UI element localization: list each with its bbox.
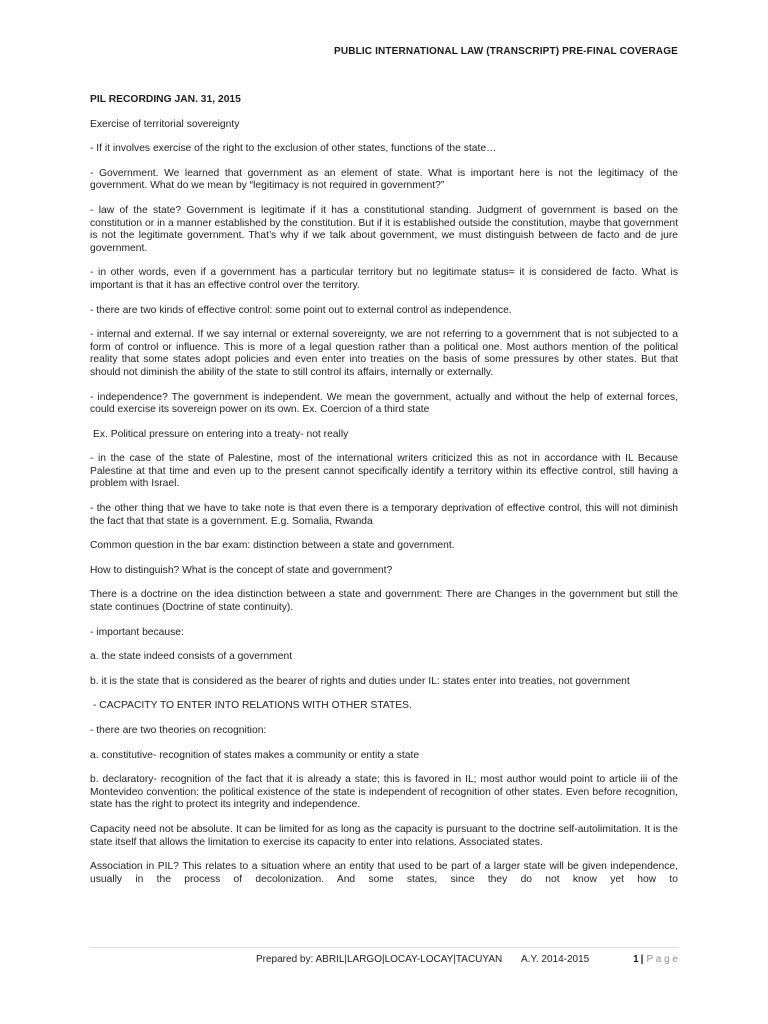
page-separator: | <box>640 954 644 965</box>
body-paragraph: - If it involves exercise of the right to the exclusion of other states, functions of the state… <box>90 143 497 155</box>
body-paragraph: - the other thing that we have to take note is that even there is a temporary deprivation of effective control, this will not diminish the fact that that state is a government. E.g. Somalia, Rwanda <box>90 503 678 527</box>
page-label: P a g e <box>646 954 678 965</box>
body-paragraph: - internal and external. If we say internal or external sovereignty, we are not referring to a government that is not subjected to a form of control or influence. This is more of a legal question rather than a political one. Most authors mention of the political reality that some states adopt policies and even enter into treaties on the basis of some pressures by other states. But that should not diminish the ability of the state to still control its affairs, internally or externally. <box>90 329 678 378</box>
body-paragraph: - Government. We learned that government as an element of state. What is important here is not the legitimacy of the government. What do we mean by “legitimacy is not required in government?” <box>90 167 678 192</box>
body-paragraph: There is a doctrine on the idea distinction between a state and government: There are Changes in the government but still the state continues (Doctrine of state continuity). <box>90 589 678 614</box>
page-footer <box>90 953 678 967</box>
body-paragraph: - CACPACITY TO ENTER INTO RELATIONS WITH OTHER STATES. <box>93 700 412 712</box>
body-paragraph: Exercise of territorial sovereignty <box>90 118 240 130</box>
body-paragraph: How to distinguish? What is the concept of state and government? <box>90 564 393 576</box>
footer-academic-year: A.Y. 2014-2015 <box>521 954 590 965</box>
running-header: PUBLIC INTERNATIONAL LAW (TRANSCRIPT) PRE-FINAL COVERAGE <box>334 46 678 57</box>
body-paragraph: - there are two kinds of effective control: some point out to external control as independence. <box>90 304 512 316</box>
body-paragraph: - important because: <box>90 626 184 638</box>
body-paragraph: - law of the state? Government is legitimate if it has a constitutional standing. Judgment of government is based on the constitution or in a manner established by the constitution. But if it is established outside the constitution, maybe that government is not the legitimate government. That’s why if we talk about government, we must distinguish between de facto and de jure government. <box>90 204 678 254</box>
footer-divider <box>90 947 678 948</box>
footer-prepared-by: Prepared by: ABRIL|LARGO|LOCAY-LOCAY|TACUYAN <box>256 954 503 965</box>
body-paragraph: Ex. Political pressure on entering into a treaty- not really <box>93 428 349 440</box>
page-number: 1 <box>633 954 639 965</box>
document-body <box>90 94 678 898</box>
body-paragraph: a. the state indeed consists of a government <box>90 651 293 663</box>
body-paragraph: - in the case of the state of Palestine, most of the international writers criticized this as not in accordance with IL Because Palestine at that time and even up to the present cannot specifically identify a territory within its effective control, still having a problem with Israel. <box>90 453 678 490</box>
body-paragraph: a. constitutive- recognition of states makes a community or entity a state <box>90 749 420 761</box>
document-heading: PIL RECORDING JAN. 31, 2015 <box>90 94 241 105</box>
body-paragraph: - in other words, even if a government has a particular territory but no legitimate status= it is considered de facto. What is important is that it has an effective control over the territory. <box>90 267 678 291</box>
body-paragraph: Common question in the bar exam: distinction between a state and government. <box>90 540 455 552</box>
body-paragraph: - there are two theories on recognition: <box>90 725 267 736</box>
body-paragraph: b. declaratory- recognition of the fact that it is already a state; this is favored in IL; most author would point to article iii of the Montevideo convention: the political existence of the state is independent of recognition of other states. Even before recognition, state has the right to protect its integrity and independence. <box>90 774 678 811</box>
body-paragraph: b. it is the state that is considered as the bearer of rights and duties under IL: states enter into treaties, not government <box>90 675 630 687</box>
body-paragraph: - independence? The government is independent. We mean the government, actually and without the help of external forces, could exercise its sovereign power on its own. Ex. Coercion of a third state <box>90 391 678 416</box>
body-paragraph: Capacity need not be absolute. It can be limited for as long as the capacity is pursuant to the doctrine self-autolimitation. It is the state itself that allows the limitation to exercise its capacity to enter into relations. Associated states. <box>90 823 678 848</box>
footer-page-indicator <box>633 953 678 967</box>
body-paragraph: Association in PIL? This relates to a situation where an entity that used to be part of a larger state will be given independence, usually in the process of decolonization. And some states, since they do not know yet how to <box>90 861 678 885</box>
